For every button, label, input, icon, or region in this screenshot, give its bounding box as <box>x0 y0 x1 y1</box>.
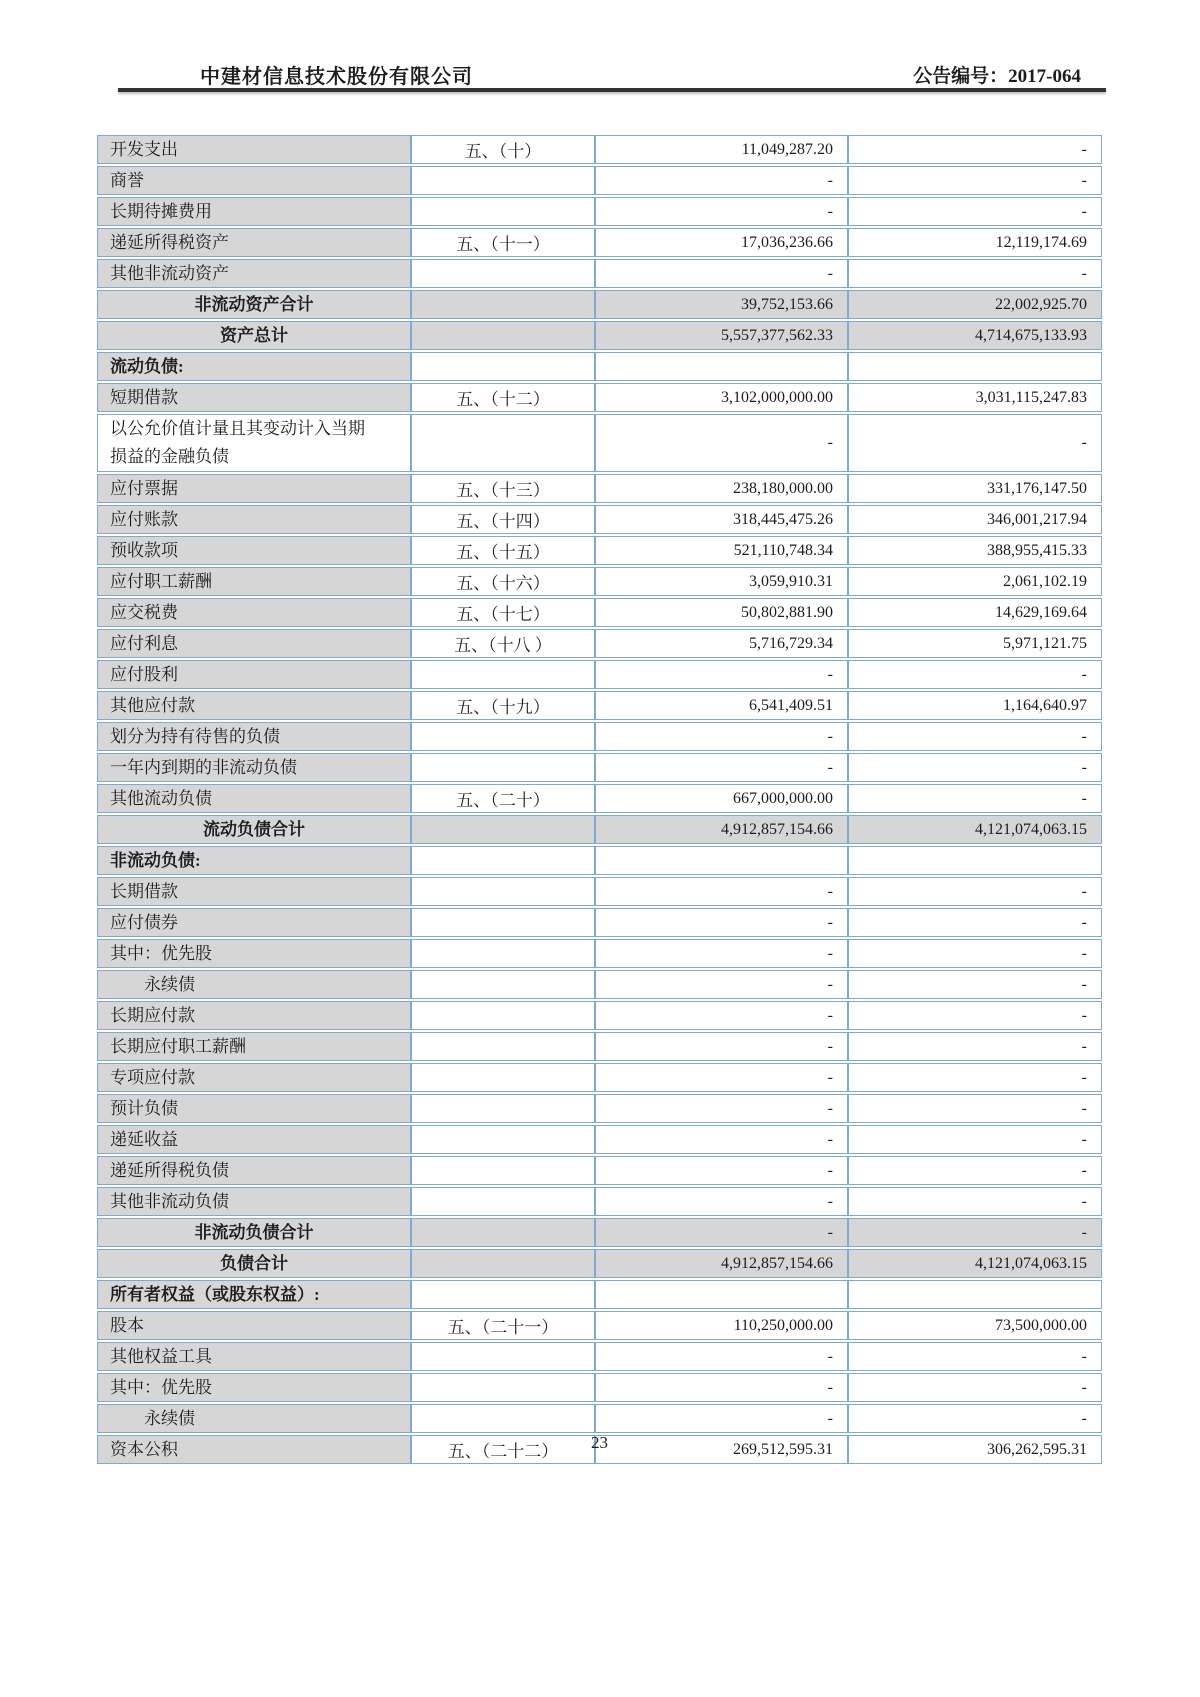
row-current-amount: 521,110,748.34 <box>595 536 848 565</box>
row-label: 短期借款 <box>97 383 411 412</box>
row-prior-amount: - <box>848 414 1102 472</box>
row-prior-amount: 12,119,174.69 <box>848 228 1102 257</box>
row-note <box>411 660 595 689</box>
row-current-amount: 4,912,857,154.66 <box>595 815 848 844</box>
table-row <box>97 1001 1102 1030</box>
table-row <box>97 352 1102 381</box>
row-note <box>411 970 595 999</box>
row-note <box>411 815 595 844</box>
table-row <box>97 1249 1102 1278</box>
row-note: 五、（二十一） <box>411 1311 595 1340</box>
row-label: 长期借款 <box>97 877 411 906</box>
row-current-amount: - <box>595 1125 848 1154</box>
row-label: 长期应付职工薪酬 <box>97 1032 411 1061</box>
table-row <box>97 691 1102 720</box>
row-label: 递延所得税负债 <box>97 1156 411 1185</box>
row-note <box>411 939 595 968</box>
row-prior-amount: - <box>848 1156 1102 1185</box>
row-current-amount: - <box>595 939 848 968</box>
row-prior-amount: - <box>848 1032 1102 1061</box>
row-note: 五、（二十二） <box>411 1435 595 1464</box>
table-row <box>97 629 1102 658</box>
row-prior-amount: - <box>848 1404 1102 1433</box>
row-note <box>411 1063 595 1092</box>
row-label: 开发支出 <box>97 135 411 164</box>
row-label: 以公允价值计量且其变动计入当期损益的金融负债 <box>97 414 411 472</box>
table-row <box>97 536 1102 565</box>
row-note <box>411 877 595 906</box>
table-row <box>97 1342 1102 1371</box>
row-note: 五、（十一） <box>411 228 595 257</box>
row-note <box>411 1094 595 1123</box>
row-label: 资本公积 <box>97 1435 411 1464</box>
row-note <box>411 753 595 782</box>
table-row <box>97 970 1102 999</box>
row-note <box>411 197 595 226</box>
table-row <box>97 598 1102 627</box>
row-prior-amount: - <box>848 1063 1102 1092</box>
row-current-amount: 50,802,881.90 <box>595 598 848 627</box>
table-row <box>97 166 1102 195</box>
row-prior-amount: - <box>848 135 1102 164</box>
row-prior-amount: 4,714,675,133.93 <box>848 321 1102 350</box>
table-row <box>97 908 1102 937</box>
row-note: 五、（十） <box>411 135 595 164</box>
row-current-amount: - <box>595 197 848 226</box>
row-current-amount: 667,000,000.00 <box>595 784 848 813</box>
table-row <box>97 1280 1102 1309</box>
row-note: 五、（十八 ） <box>411 629 595 658</box>
row-note: 五、（十二） <box>411 383 595 412</box>
row-prior-amount: - <box>848 1187 1102 1216</box>
row-current-amount: - <box>595 908 848 937</box>
table-row <box>97 939 1102 968</box>
table-row <box>97 1218 1102 1247</box>
table-row <box>97 228 1102 257</box>
table-row <box>97 1404 1102 1433</box>
row-current-amount: - <box>595 1404 848 1433</box>
company-name: 中建材信息技术股份有限公司 <box>200 66 473 88</box>
header-rule <box>118 88 1106 92</box>
row-current-amount: - <box>595 1218 848 1247</box>
row-label: 非流动资产合计 <box>97 290 411 319</box>
row-note <box>411 259 595 288</box>
table-row <box>97 505 1102 534</box>
row-prior-amount: 331,176,147.50 <box>848 474 1102 503</box>
row-note: 五、（十六） <box>411 567 595 596</box>
row-label: 预收款项 <box>97 536 411 565</box>
table-row <box>97 1125 1102 1154</box>
row-label: 预计负债 <box>97 1094 411 1123</box>
row-current-amount: - <box>595 1032 848 1061</box>
row-prior-amount: - <box>848 1342 1102 1371</box>
row-label: 永续债 <box>97 970 411 999</box>
row-label: 非流动负债: <box>97 846 411 875</box>
row-note <box>411 352 595 381</box>
row-label: 其他非流动负债 <box>97 1187 411 1216</box>
row-current-amount: 269,512,595.31 <box>595 1435 848 1464</box>
row-label: 流动负债: <box>97 352 411 381</box>
row-current-amount: - <box>595 1156 848 1185</box>
row-prior-amount: - <box>848 197 1102 226</box>
table-row <box>97 846 1102 875</box>
row-prior-amount: - <box>848 660 1102 689</box>
row-prior-amount: - <box>848 1125 1102 1154</box>
row-prior-amount: 73,500,000.00 <box>848 1311 1102 1340</box>
row-label: 其他非流动资产 <box>97 259 411 288</box>
row-label: 永续债 <box>97 1404 411 1433</box>
row-note <box>411 1342 595 1371</box>
row-prior-amount <box>848 352 1102 381</box>
row-current-amount: - <box>595 166 848 195</box>
row-current-amount: 238,180,000.00 <box>595 474 848 503</box>
balance-sheet-rows <box>97 135 1102 1464</box>
row-note <box>411 1187 595 1216</box>
row-prior-amount: - <box>848 722 1102 751</box>
row-current-amount: 5,557,377,562.33 <box>595 321 848 350</box>
row-current-amount: 17,036,236.66 <box>595 228 848 257</box>
table-row <box>97 877 1102 906</box>
row-label: 其中：优先股 <box>97 1373 411 1402</box>
table-row <box>97 383 1102 412</box>
row-label: 应付账款 <box>97 505 411 534</box>
row-current-amount: - <box>595 1001 848 1030</box>
row-note: 五、（十五） <box>411 536 595 565</box>
row-current-amount: 110,250,000.00 <box>595 1311 848 1340</box>
row-label: 递延所得税资产 <box>97 228 411 257</box>
table-row <box>97 1156 1102 1185</box>
row-label: 一年内到期的非流动负债 <box>97 753 411 782</box>
row-label: 应交税费 <box>97 598 411 627</box>
table-row <box>97 135 1102 164</box>
table-row <box>97 660 1102 689</box>
row-prior-amount: 306,262,595.31 <box>848 1435 1102 1464</box>
row-label: 非流动负债合计 <box>97 1218 411 1247</box>
row-prior-amount: 14,629,169.64 <box>848 598 1102 627</box>
row-current-amount <box>595 352 848 381</box>
row-note <box>411 166 595 195</box>
row-note <box>411 1156 595 1185</box>
table-row <box>97 259 1102 288</box>
row-prior-amount: 4,121,074,063.15 <box>848 1249 1102 1278</box>
row-label: 所有者权益（或股东权益）: <box>97 1280 411 1309</box>
row-prior-amount: - <box>848 784 1102 813</box>
row-label: 其他权益工具 <box>97 1342 411 1371</box>
row-current-amount: - <box>595 722 848 751</box>
row-label: 划分为持有待售的负债 <box>97 722 411 751</box>
row-current-amount: 3,059,910.31 <box>595 567 848 596</box>
row-label: 应付债券 <box>97 908 411 937</box>
row-prior-amount: - <box>848 753 1102 782</box>
row-current-amount: 6,541,409.51 <box>595 691 848 720</box>
table-row <box>97 197 1102 226</box>
row-label: 股本 <box>97 1311 411 1340</box>
row-label: 应付利息 <box>97 629 411 658</box>
row-current-amount: 5,716,729.34 <box>595 629 848 658</box>
row-note: 五、（十九） <box>411 691 595 720</box>
row-note: 五、（十三） <box>411 474 595 503</box>
row-label: 资产总计 <box>97 321 411 350</box>
row-label: 商誉 <box>97 166 411 195</box>
table-row <box>97 753 1102 782</box>
row-prior-amount: - <box>848 877 1102 906</box>
row-current-amount: 3,102,000,000.00 <box>595 383 848 412</box>
row-current-amount: 318,445,475.26 <box>595 505 848 534</box>
row-note: 五、（二十） <box>411 784 595 813</box>
row-label: 应付职工薪酬 <box>97 567 411 596</box>
row-current-amount <box>595 1280 848 1309</box>
row-prior-amount: 1,164,640.97 <box>848 691 1102 720</box>
row-label: 其他应付款 <box>97 691 411 720</box>
row-prior-amount <box>848 1280 1102 1309</box>
row-prior-amount: - <box>848 166 1102 195</box>
row-note <box>411 1280 595 1309</box>
row-current-amount: - <box>595 414 848 472</box>
row-note <box>411 846 595 875</box>
row-current-amount: - <box>595 1342 848 1371</box>
table-row <box>97 290 1102 319</box>
row-label: 流动负债合计 <box>97 815 411 844</box>
row-label: 长期应付款 <box>97 1001 411 1030</box>
row-current-amount: - <box>595 1063 848 1092</box>
table-row <box>97 1187 1102 1216</box>
row-current-amount: - <box>595 660 848 689</box>
row-note <box>411 722 595 751</box>
row-label: 应付股利 <box>97 660 411 689</box>
table-row <box>97 1063 1102 1092</box>
row-prior-amount: 3,031,115,247.83 <box>848 383 1102 412</box>
row-current-amount: - <box>595 1094 848 1123</box>
table-row <box>97 1311 1102 1340</box>
balance-sheet-table <box>97 133 1102 1466</box>
table-row <box>97 321 1102 350</box>
row-prior-amount: 2,061,102.19 <box>848 567 1102 596</box>
row-note <box>411 1125 595 1154</box>
row-current-amount: - <box>595 970 848 999</box>
row-current-amount: - <box>595 1187 848 1216</box>
table-row <box>97 567 1102 596</box>
row-current-amount <box>595 846 848 875</box>
row-current-amount: - <box>595 877 848 906</box>
table-row <box>97 815 1102 844</box>
table-row <box>97 1373 1102 1402</box>
row-prior-amount: - <box>848 908 1102 937</box>
row-note <box>411 1404 595 1433</box>
row-prior-amount: 5,971,121.75 <box>848 629 1102 658</box>
row-note: 五、（十七） <box>411 598 595 627</box>
row-note <box>411 1218 595 1247</box>
row-note <box>411 1001 595 1030</box>
row-prior-amount: - <box>848 970 1102 999</box>
announcement-number: 公告编号：2017-064 <box>913 66 1081 87</box>
row-note <box>411 1373 595 1402</box>
row-prior-amount: 346,001,217.94 <box>848 505 1102 534</box>
row-current-amount: 39,752,153.66 <box>595 290 848 319</box>
row-prior-amount: - <box>848 259 1102 288</box>
row-note <box>411 321 595 350</box>
table-row <box>97 1094 1102 1123</box>
row-label: 其中：优先股 <box>97 939 411 968</box>
table-row <box>97 474 1102 503</box>
row-label: 专项应付款 <box>97 1063 411 1092</box>
row-prior-amount: - <box>848 939 1102 968</box>
row-current-amount: 11,049,287.20 <box>595 135 848 164</box>
row-label: 递延收益 <box>97 1125 411 1154</box>
row-label: 应付票据 <box>97 474 411 503</box>
row-note <box>411 1032 595 1061</box>
row-current-amount: - <box>595 259 848 288</box>
row-current-amount: - <box>595 753 848 782</box>
row-note <box>411 290 595 319</box>
row-prior-amount: - <box>848 1218 1102 1247</box>
row-prior-amount: - <box>848 1001 1102 1030</box>
row-prior-amount <box>848 846 1102 875</box>
row-label: 其他流动负债 <box>97 784 411 813</box>
row-current-amount: 4,912,857,154.66 <box>595 1249 848 1278</box>
row-prior-amount: - <box>848 1094 1102 1123</box>
page-number: 23 <box>591 1433 608 1452</box>
table-row <box>97 722 1102 751</box>
row-note: 五、（十四） <box>411 505 595 534</box>
table-row <box>97 414 1102 472</box>
row-prior-amount: 4,121,074,063.15 <box>848 815 1102 844</box>
table-row <box>97 784 1102 813</box>
row-prior-amount: - <box>848 1373 1102 1402</box>
row-prior-amount: 22,002,925.70 <box>848 290 1102 319</box>
table-row <box>97 1032 1102 1061</box>
row-prior-amount: 388,955,415.33 <box>848 536 1102 565</box>
row-note <box>411 414 595 472</box>
row-label: 长期待摊费用 <box>97 197 411 226</box>
row-note <box>411 1249 595 1278</box>
row-label: 负债合计 <box>97 1249 411 1278</box>
row-current-amount: - <box>595 1373 848 1402</box>
row-note <box>411 908 595 937</box>
